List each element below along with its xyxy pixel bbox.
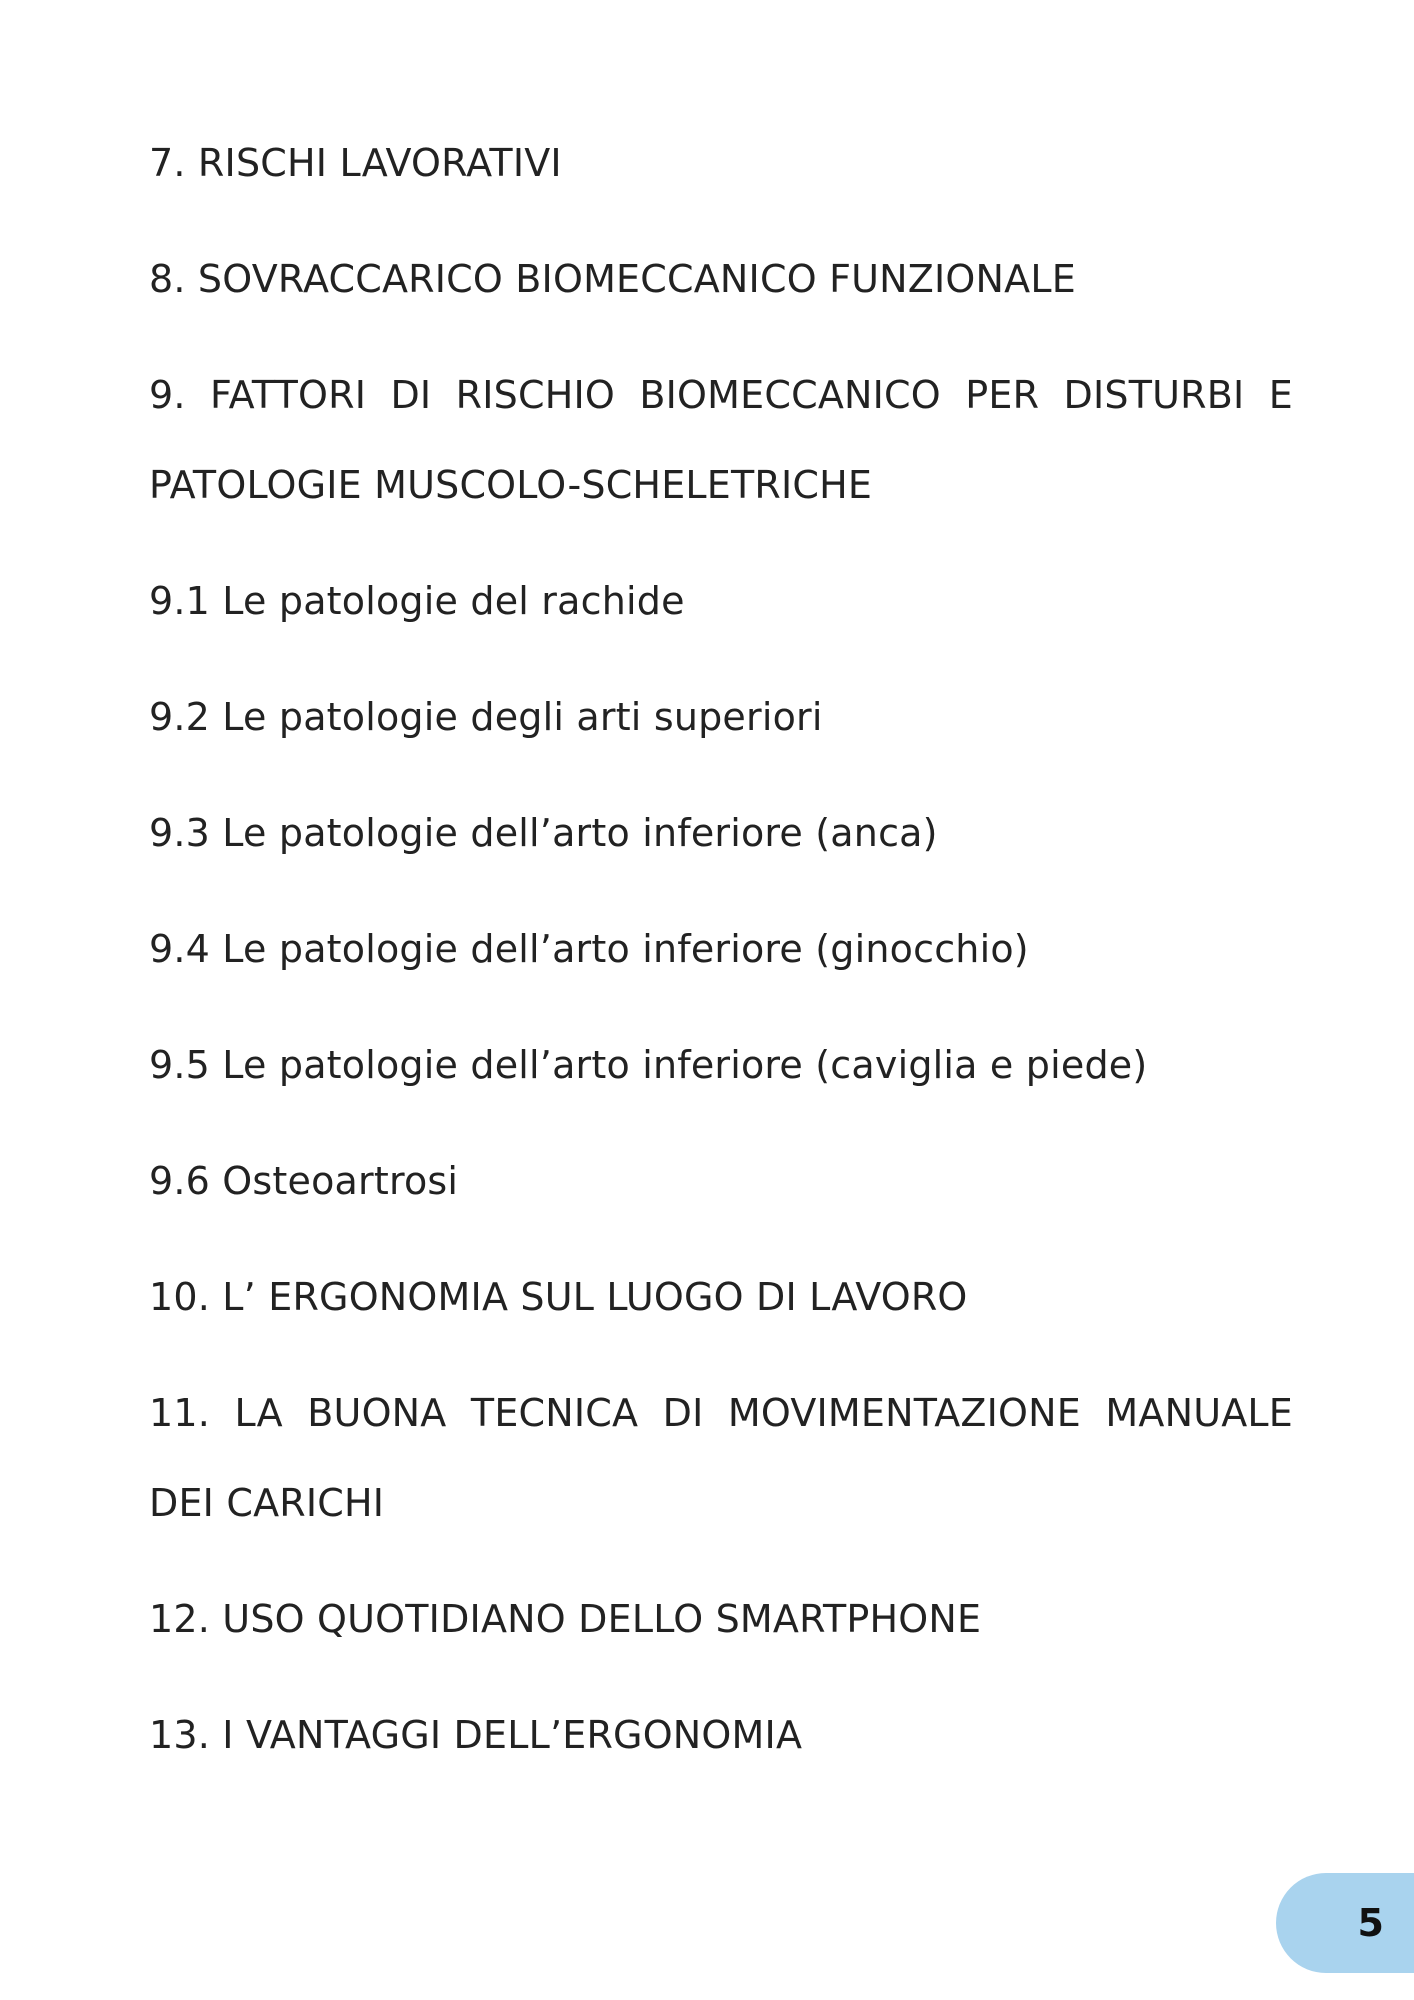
- toc-item-13: 13. I VANTAGGI DELL’ERGONOMIA: [149, 1713, 803, 1757]
- toc-item-9-5: 9.5 Le patologie dell’arto inferiore (caviglia e piede): [149, 1043, 1148, 1087]
- table-of-contents: [149, 118, 1293, 1806]
- toc-item-7: 7. RISCHI LAVORATIVI: [149, 141, 562, 185]
- toc-item-8: 8. SOVRACCARICO BIOMECCANICO FUNZIONALE: [149, 257, 1076, 301]
- toc-item-9-2: 9.2 Le patologie degli arti superiori: [149, 695, 823, 739]
- toc-item-9-4: 9.4 Le patologie dell’arto inferiore (ginocchio): [149, 927, 1029, 971]
- toc-item-12: 12. USO QUOTIDIANO DELLO SMARTPHONE: [149, 1597, 982, 1641]
- page-number-badge: [1276, 1873, 1414, 1973]
- toc-item-9-6: 9.6 Osteoartrosi: [149, 1159, 459, 1203]
- toc-item-9: 9. FATTORI DI RISCHIO BIOMECCANICO PER DISTURBI E PATOLOGIE MUSCOLO-SCHELETRICHE: [149, 373, 1293, 507]
- toc-item-10: 10. L’ ERGONOMIA SUL LUOGO DI LAVORO: [149, 1275, 968, 1319]
- toc-item-9-3: 9.3 Le patologie dell’arto inferiore (anca): [149, 811, 938, 855]
- page-number: 5: [1357, 1901, 1384, 1945]
- toc-item-11: 11. LA BUONA TECNICA DI MOVIMENTAZIONE MANUALE DEI CARICHI: [149, 1391, 1293, 1525]
- toc-item-9-1: 9.1 Le patologie del rachide: [149, 579, 685, 623]
